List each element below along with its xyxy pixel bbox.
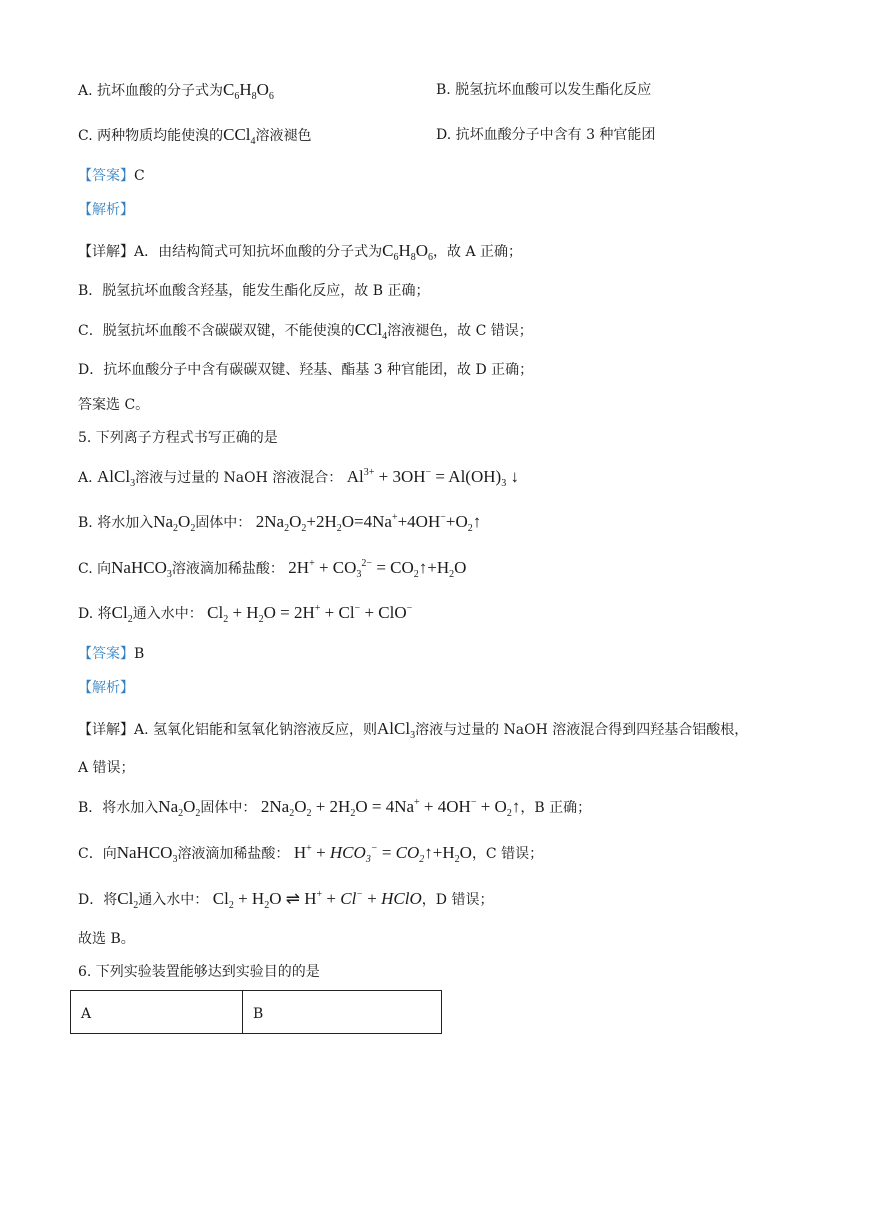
q5-option-d: D. 将$Cl_2$通入水中： $Cl_2 + H_2O = 2H^+ + Cl^- + ClO^-$ <box>78 603 413 625</box>
equation: $Cl_2 + H_2O = 2H^+ + Cl^- + ClO^-$ <box>207 603 413 625</box>
equation: $2Na_2O_2 + 2H_2O = 4Na^+ + 4OH^-$ + $O_2↑$ <box>260 797 521 819</box>
q5-detail-d: D．将$Cl_2$通入水中： $Cl_2 + H_2O$ ⇌ H+ + Cl− + HClO，D 错误； <box>78 889 494 911</box>
q4-conclusion: 答案选 C。 <box>78 397 150 413</box>
q5-answer: 【答案】B <box>78 646 145 662</box>
q5-detail-c: C．向NaHCO$_3$溶液滴加稀盐酸： $H^+ + HCO_3^-$ = $CO_2↑+H_2O$，C 错误； <box>78 843 544 865</box>
q5-detail-b: B．将水加入$Na_2O_2$固体中： $2Na_2O_2 + 2H_2O = 4Na^+ + 4OH^-$ + $O_2↑$，B 正确； <box>78 797 592 819</box>
q4-option-c: C. 两种物质均能使溴的CCl$_4$溶液褪色 <box>78 125 312 147</box>
q5-option-b: B. 将水加入$Na_2O_2$固体中： $2Na_2O_2+2H_2O=4Na^++4OH^-+O_2↑$ <box>78 512 482 534</box>
q4-detail-a: 【详解】A．由结构简式可知抗坏血酸的分子式为$C_6H_8O_6$，故 A 正确； <box>78 241 523 263</box>
q6-stem: 6. 下列实验装置能够达到实验目的的是 <box>78 964 320 980</box>
table-header-b: B <box>253 1006 264 1022</box>
q5-option-a: A. AlCl$_3$溶液与过量的 NaOH 溶液混合： $Al^{3+} + 3OH^- = Al(OH)_3$ ↓ <box>78 467 519 489</box>
equation: $Cl_2 + H_2O$ ⇌ H+ + Cl− + HClO <box>212 889 422 911</box>
formula: $C_6H_8O_6$ <box>382 241 434 263</box>
equation: $H^+ + HCO_3^-$ = $CO_2↑+H_2O$ <box>293 843 472 865</box>
q5-analysis-label: 【解析】 <box>78 680 134 696</box>
q4-answer: 【答案】C <box>78 168 145 184</box>
formula: CCl$_4$ <box>223 125 256 147</box>
equation: $2Na_2O_2+2H_2O=4Na^++4OH^-+O_2↑$ <box>255 512 482 534</box>
q4-detail-c: C．脱氢抗坏血酸不含碳碳双键，不能使溴的CCl$_4$溶液褪色，故 C 错误； <box>78 320 533 342</box>
q4-option-b: B. 脱氢抗坏血酸可以发生酯化反应 <box>436 82 652 98</box>
table-header-a: A <box>71 991 243 1033</box>
q5-option-c: C. 向NaHCO$_3$溶液滴加稀盐酸： $2H^+ + CO_3^{2-}$ = $CO_2↑+H_2O$ <box>78 558 467 580</box>
q4-option-a: A. 抗坏血酸的分子式为$C_6H_8O_6$ <box>78 80 274 102</box>
q4-option-d: D. 抗坏血酸分子中含有 3 种官能团 <box>436 127 656 143</box>
equation: $Al^{3+} + 3OH^- = Al(OH)_3$ ↓ <box>346 467 519 489</box>
q5-detail-a: 【详解】A. 氢氧化铝能和氢氧化钠溶液反应，则AlCl$_3$溶液与过量的 NaOH 溶液混合得到四羟基合铝酸根， <box>78 719 749 741</box>
q4-detail-b: B．脱氢抗坏血酸含羟基，能发生酯化反应，故 B 正确； <box>78 283 430 299</box>
q4-detail-d: D．抗坏血酸分子中含有碳碳双键、羟基、酯基 3 种官能团，故 D 正确； <box>78 362 534 378</box>
formula: $C_6H_8O_6$ <box>223 80 274 102</box>
q5-detail-a-cont: A 错误； <box>78 760 135 776</box>
q6-table <box>70 990 442 1034</box>
q5-conclusion: 故选 B。 <box>78 931 135 947</box>
formula: CCl$_4$ <box>354 320 388 342</box>
q4-analysis-label: 【解析】 <box>78 202 134 218</box>
q5-stem: 5. 下列离子方程式书写正确的是 <box>78 430 278 446</box>
equation: $2H^+ + CO_3^{2-}$ = $CO_2↑+H_2O$ <box>288 558 467 580</box>
